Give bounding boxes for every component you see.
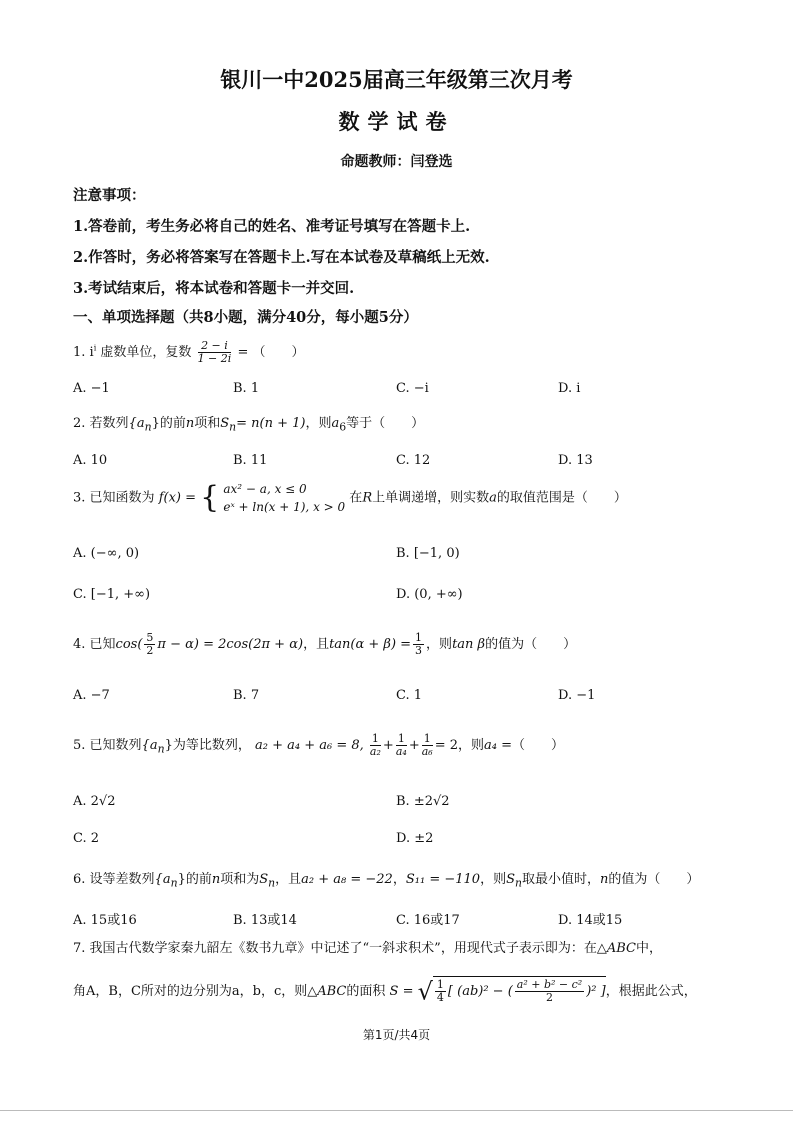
option-a: A. (−∞, 0) xyxy=(73,546,140,561)
option-a: A. 2√2 xyxy=(73,794,116,809)
page-footer: 第1页/共4页 xyxy=(362,1028,431,1042)
question-7-line1: 7. 我国古代数学家秦九韶左《数书九章》中记述了“一斜求积术”，用现代式子表示即为：在△ABC中， xyxy=(73,941,662,956)
option-c: C. 12 xyxy=(396,453,431,468)
option-d: D. (0, +∞) xyxy=(396,587,463,602)
option-b: B. 1 xyxy=(233,381,260,396)
question-1: 1. $i^i$ 虚数单位，复数 $\frac{2 - i}{1 - 2i}$ = （ ） xyxy=(73,339,305,365)
option-b: B. 7 xyxy=(233,688,260,703)
exam-title: 银川一中2025届高三年级第三次月考 xyxy=(220,67,573,92)
option-b: B. 11 xyxy=(233,453,268,468)
notice-heading: 注意事项： xyxy=(73,187,146,204)
divider xyxy=(0,1110,793,1111)
option-c: C. [−1, +∞) xyxy=(73,587,151,602)
question-2: 2. 若数列$\{a_n\}$的前n项和$S_n= n(n + 1)$，则$a_6$等于（ ） xyxy=(73,416,425,434)
option-c: C. 16或17 xyxy=(396,913,460,928)
option-b: B. 13或14 xyxy=(233,913,297,928)
option-a: A. −7 xyxy=(73,688,110,703)
question-3: 3. 已知函数为 f(x) = { ax² − a, x ≤ 0 eˣ + ln(x + 1), x > 0 在R上单调递增，则实数a的取值范围是（ ） xyxy=(73,480,627,515)
subject-title: 数学试卷 xyxy=(338,109,455,134)
section-title: 一、单项选择题（共8小题，满分40分，每小题5分） xyxy=(73,309,418,326)
option-c: C. 2 xyxy=(73,831,100,846)
option-a: A. −1 xyxy=(73,381,110,396)
question-7-line2: 角A，B，C所对的边分别为a，b，c，则△ABC的面积 S = √ $\frac{1}{4}$ [ (ab)² − ( $\frac{\text{a² + b² − c²}}{2}$ )² ]，根据此公式， xyxy=(73,977,697,1006)
option-b: B. [−1, 0) xyxy=(396,546,460,561)
notice-item: 2.作答时，务必将答案写在答题卡上.写在本试卷及草稿纸上无效. xyxy=(73,249,490,266)
author-line: 命题教师：闫登选 xyxy=(340,154,453,170)
notice-item: 3.考试结束后，将本试卷和答题卡一并交回. xyxy=(73,280,355,297)
option-d: D. ±2 xyxy=(396,831,434,846)
question-5: 5. 已知数列$\{a_n\}$为等比数列， a₂ + a₄ + a₆ = 8, $\frac{1}{\text{a₂}}$ + $\frac{1}{\text{a₄}}$ + $\frac{1}{\text{a₆}}$ = 2，则a₄ =（ ） xyxy=(73,732,565,758)
option-a: A. 10 xyxy=(73,453,108,468)
option-b: B. ±2√2 xyxy=(396,794,450,809)
option-d: D. −1 xyxy=(558,688,596,703)
question-6: 6. 设等差数列$\{a_n\}$的前n项和为$S_n$，且a₂ + a₈ = −22，S₁₁ = −110，则$S_n$取最小值时，n的值为（ ） xyxy=(73,872,700,890)
option-c: C. −i xyxy=(396,381,429,396)
option-d: D. 14或15 xyxy=(558,913,623,928)
option-a: A. 15或16 xyxy=(73,913,137,928)
question-4: 4. 已知cos( $\frac{5}{2}$ π − α) = 2cos(2π + α)，且tan(α + β) = $\frac{1}{3}$ ，则tan β的值为（ ） xyxy=(73,631,577,657)
option-c: C. 1 xyxy=(396,688,423,703)
notice-item: 1.答卷前，考生务必将自己的姓名、准考证号填写在答题卡上. xyxy=(73,218,471,235)
option-d: D. i xyxy=(558,381,581,396)
option-d: D. 13 xyxy=(558,453,593,468)
